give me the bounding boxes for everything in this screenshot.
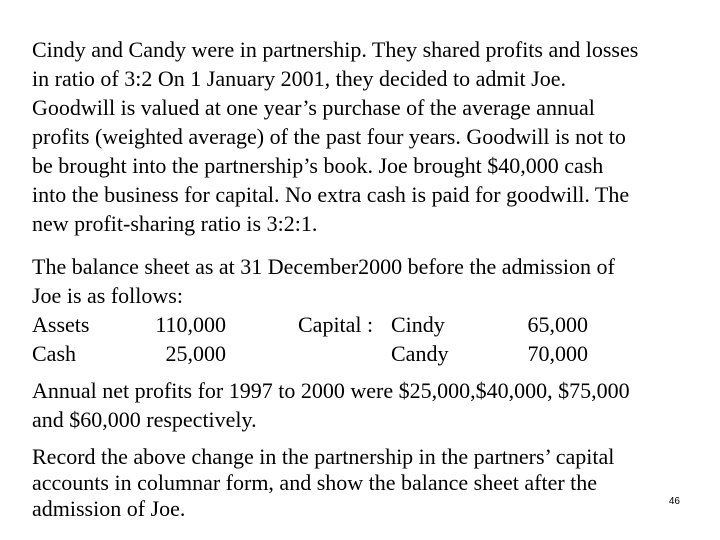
balance-sheet-intro-paragraph: The balance sheet as at 31 December2000 before the admission of Joe is as follows: [32, 254, 615, 308]
asset-label: Assets [32, 312, 90, 337]
intro-paragraph: Cindy and Candy were in partnership. They shared profits and losses in ratio of 3:2 On 1 January 2001, they decided to admit Joe. Goodwill is valued at one year’s purchase of the average annual profits (weighted average) of the past four years. Goodwill is not to be brought into the partnership’s book. Joe brought $40,000 cash into the business for capital. No extra cash is paid for goodwill. The new profit-sharing ratio is 3:2:1. [32, 37, 639, 236]
partner-capital: 70,000 [527, 341, 588, 366]
partner-name: Candy [391, 341, 449, 366]
page-number: 46 [668, 496, 680, 507]
asset-label: Cash [32, 341, 76, 366]
task-paragraph: Record the above change in the partnership in the partners’ capital accounts in columnar form, and show the balance sheet after the admission of Joe. [32, 444, 615, 521]
capital-label: Capital : [298, 312, 374, 337]
asset-amount: 110,000 [155, 312, 226, 337]
partner-capital: 65,000 [527, 312, 588, 337]
asset-amount: 25,000 [165, 341, 226, 366]
partner-name: Cindy [391, 312, 445, 337]
profits-paragraph: Annual net profits for 1997 to 2000 were $25,000,$40,000, $75,000 and $60,000 respectively. [32, 378, 630, 432]
